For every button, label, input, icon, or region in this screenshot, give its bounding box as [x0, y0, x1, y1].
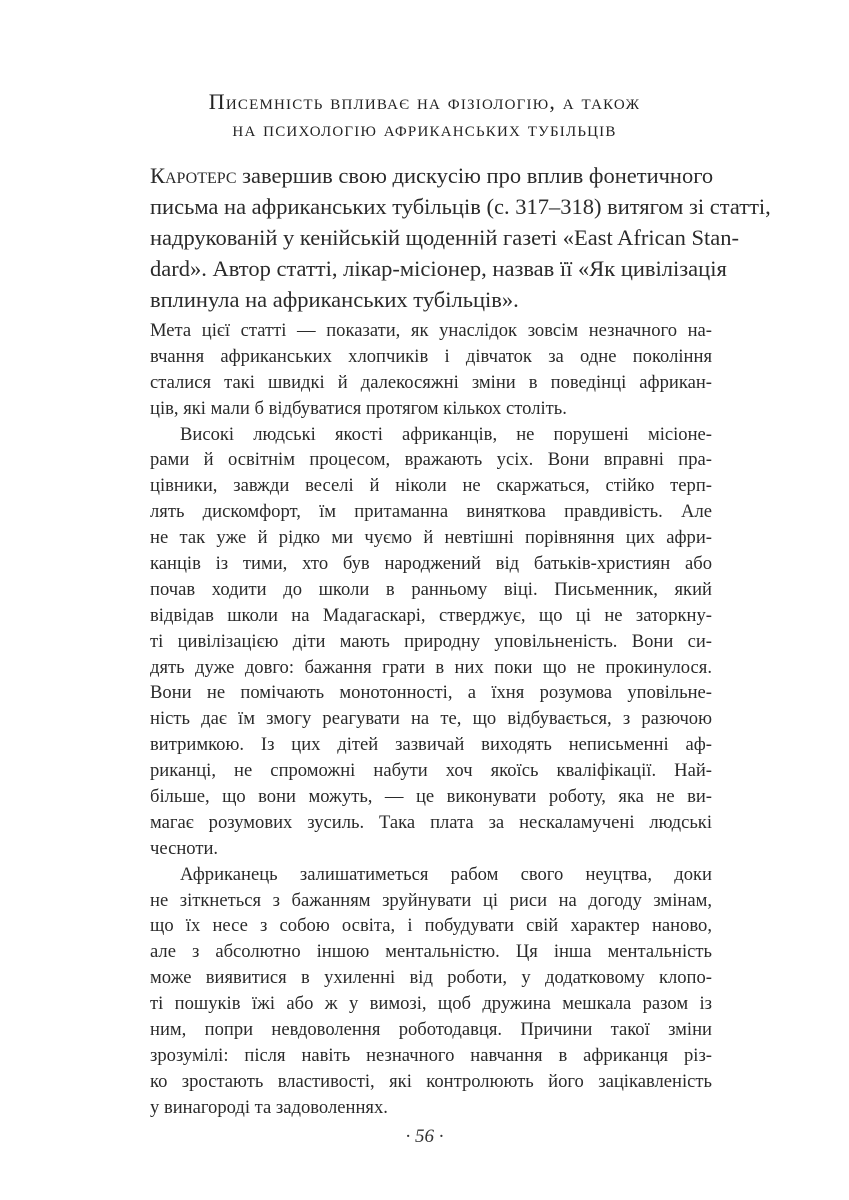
- intro-line: [150, 284, 712, 315]
- quote-line: чесноти.: [150, 837, 219, 859]
- quote-line: сталися такі швидкі й далекосяжні зміни в поведінці африкан-: [150, 371, 712, 393]
- heading-line-2: на психологію африканських тубільців: [232, 116, 617, 141]
- quote-line: витримкою. Із цих дітей зазвичай виходять неписьменні аф-: [150, 734, 712, 756]
- quote-line: ті пошуків їжі або ж у вимозі, щоб дружина мешкала разом із: [150, 993, 712, 1015]
- quote-line: Високі людські якості африканців, не порушені місіоне-: [180, 423, 712, 445]
- intro-line: [150, 222, 740, 253]
- line-text: dard». Автор статті, лікар-місіонер, назвав її «Як цивілізація: [150, 256, 727, 281]
- quote-line: відвідав школи на Мадагаскарі, стверджує, що ці не заторкну-: [150, 604, 712, 626]
- quote-line: Мета цієї статті — показати, як унаслідок зовсім незначного на-: [150, 320, 712, 341]
- intro-line: [150, 191, 771, 222]
- quote-line: ко зростають властивості, які контролюють його зацікавленість: [150, 1070, 712, 1092]
- quote-line: Вони не помічають монотонності, а їхня розумова уповільне-: [150, 682, 712, 704]
- quote-line: почав ходити до школи в ранньому віці. Письменник, який: [150, 578, 712, 600]
- quote-line: вчання африканських хлопчиків і дівчаток за одне покоління: [150, 345, 712, 367]
- page-number: · 56 ·: [405, 1126, 444, 1147]
- line-text: письма на африканських тубільців (с. 317–318) витягом зі статті,: [150, 194, 771, 219]
- block-quote: [150, 318, 712, 1121]
- intro-paragraph: [150, 160, 771, 315]
- quote-line: риканці, не спроможні набути хоч якоїсь кваліфікації. Най-: [150, 760, 712, 782]
- quote-line: ність дає їм змогу реагувати на те, що відбувається, з разючою: [150, 708, 712, 730]
- intro-line: [150, 253, 727, 284]
- section-heading: [100, 88, 749, 142]
- line-text: вплинула на африканських тубільців».: [150, 287, 519, 312]
- quote-line: може виявитися в ухиленні від роботи, у додатковому клопо-: [150, 967, 712, 989]
- quote-line: канців із тими, хто був народжений від батьків-християн або: [150, 553, 712, 575]
- quote-line: у винагороді та задоволеннях.: [150, 1096, 388, 1118]
- line-text: надрукованій у кенійській щоденній газеті «East African Stan-: [150, 225, 740, 250]
- intro-line: [150, 160, 712, 191]
- quote-line: не зіткнеться з бажанням зруйнувати ці риси на догоду змінам,: [150, 889, 712, 911]
- quote-line: дять дуже довго: бажання грати в них поки що не прокинулося.: [150, 656, 712, 678]
- quote-line: що їх несе з собою освіта, і побудувати свій характер наново,: [150, 915, 712, 937]
- quote-line: більше, що вони можуть, — це виконувати роботу, яка не ви-: [150, 786, 712, 808]
- quote-line: зрозумілі: після навіть незначного навчання в африканця різ-: [150, 1044, 712, 1066]
- lead-word: Каротерс: [150, 163, 237, 188]
- quote-line: не так уже й рідко ми чуємо й невтішні порівняння цих афри-: [150, 527, 712, 549]
- line-text: завершив свою дискусію про вплив фонетичного: [236, 163, 714, 188]
- quote-line: але з абсолютно іншою ментальністю. Ця інша ментальність: [150, 941, 712, 963]
- quote-line: ців, які мали б відбуватися протягом кількох століть.: [150, 397, 567, 419]
- quote-line: магає розумових зусиль. Така плата за нескаламучені людські: [150, 811, 712, 833]
- quote-line: рами й освітнім процесом, вражають усіх. Вони вправні пра-: [150, 449, 712, 471]
- heading-line-1: Писемність впливає на фізіологію, а також: [208, 89, 641, 114]
- quote-line: ним, попри невдоволення роботодавця. Причини такої зміни: [150, 1019, 712, 1041]
- quote-line: лять дискомфорт, їм притаманна виняткова правдивість. Але: [150, 501, 712, 523]
- quote-line: цівники, завжди веселі й ніколи не скаржаться, стійко терп-: [150, 475, 712, 497]
- quote-line: Африканець залишатиметься рабом свого неуцтва, доки: [180, 863, 712, 885]
- quote-line: ті цивілізацією діти мають природну уповільненість. Вони си-: [150, 630, 712, 652]
